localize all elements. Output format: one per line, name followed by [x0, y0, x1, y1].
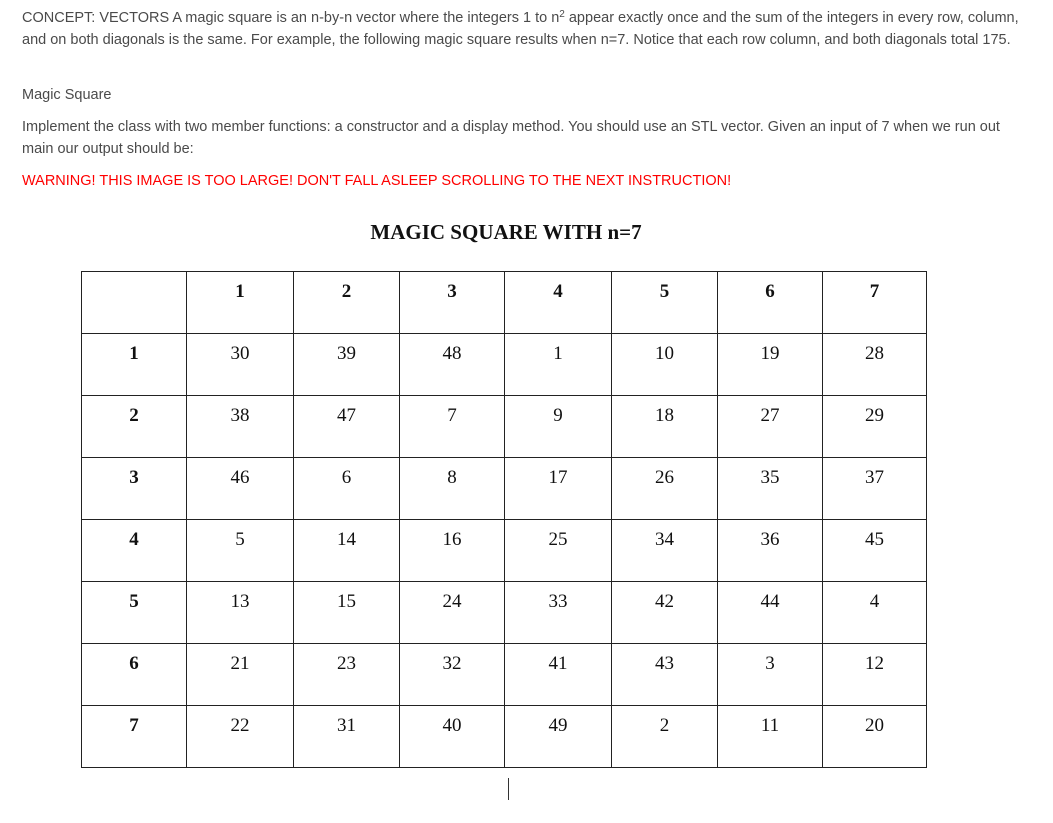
table-cell — [294, 706, 400, 768]
table-cell — [718, 706, 823, 768]
cell-value: 11 — [760, 715, 780, 736]
cell-value: 40 — [442, 715, 462, 736]
row-header-2 — [82, 396, 187, 458]
table-cell — [400, 396, 505, 458]
cell-value: 34 — [655, 529, 674, 550]
cell-value: 9 — [553, 405, 563, 426]
column-header-4 — [505, 272, 612, 334]
cell-value: 41 — [548, 653, 568, 674]
cell-value: 13 — [230, 591, 250, 612]
table-row — [82, 458, 927, 520]
cell-value: 39 — [337, 343, 356, 364]
cell-value: 16 — [442, 529, 462, 550]
cell-value: 6 — [341, 467, 352, 488]
table-cell — [612, 706, 718, 768]
row-header-4 — [82, 520, 187, 582]
table-cell — [612, 396, 718, 458]
row-header-7 — [82, 706, 187, 768]
table-row — [82, 706, 927, 768]
column-header-7 — [823, 272, 927, 334]
cell-value: 22 — [230, 715, 250, 736]
row-header-1 — [82, 334, 187, 396]
column-header-2 — [294, 272, 400, 334]
cell-value: 49 — [548, 715, 568, 736]
column-header-label: 6 — [765, 281, 775, 302]
table-cell — [823, 706, 927, 768]
cell-value: 14 — [337, 529, 356, 550]
column-header-6 — [718, 272, 823, 334]
table-cell — [718, 644, 823, 706]
cell-value: 30 — [230, 343, 250, 364]
table-cell — [400, 582, 505, 644]
column-header-label: 3 — [447, 281, 457, 302]
cell-value: 12 — [865, 653, 884, 674]
table-cell — [718, 458, 823, 520]
table-cell — [187, 458, 294, 520]
cell-value: 8 — [447, 467, 457, 488]
cell-value: 33 — [548, 591, 568, 612]
table-cell — [294, 334, 400, 396]
cell-value: 17 — [548, 467, 568, 488]
cell-value: 32 — [442, 653, 462, 674]
column-header-label: 1 — [235, 281, 245, 302]
column-header-label: 7 — [869, 281, 880, 302]
table-cell — [187, 582, 294, 644]
text-cursor — [508, 778, 509, 800]
cell-value: 18 — [655, 405, 674, 426]
column-header-label: 5 — [659, 281, 670, 302]
cell-value: 48 — [442, 343, 462, 364]
table-cell — [612, 582, 718, 644]
column-header-5 — [612, 272, 718, 334]
table-cell — [718, 582, 823, 644]
cell-value: 43 — [655, 653, 674, 674]
table-cell — [187, 520, 294, 582]
cell-value: 21 — [230, 653, 250, 674]
cell-value: 47 — [337, 405, 356, 426]
table-cell — [823, 644, 927, 706]
table-cell — [612, 644, 718, 706]
cell-value: 36 — [760, 529, 780, 550]
table-cell — [505, 644, 612, 706]
cell-value: 31 — [337, 715, 356, 736]
cell-value: 19 — [760, 343, 780, 364]
cell-value: 7 — [447, 405, 457, 426]
table-cell — [294, 520, 400, 582]
cell-value: 4 — [869, 591, 880, 612]
cell-value: 2 — [659, 715, 670, 736]
column-header-3 — [400, 272, 505, 334]
table-cell — [400, 520, 505, 582]
cell-value: 26 — [655, 467, 674, 488]
cell-value: 29 — [865, 405, 884, 426]
concept-paragraph — [22, 7, 1032, 51]
table-cell — [823, 520, 927, 582]
table-cell — [187, 334, 294, 396]
table-cell — [718, 334, 823, 396]
table-cell — [505, 582, 612, 644]
table-cell — [505, 706, 612, 768]
table-cell — [823, 396, 927, 458]
cell-value: 38 — [230, 405, 250, 426]
table-cell — [505, 458, 612, 520]
cell-value: 20 — [865, 715, 884, 736]
row-header-5 — [82, 582, 187, 644]
table-row — [82, 396, 927, 458]
table-cell — [400, 334, 505, 396]
row-header-label: 6 — [129, 653, 139, 674]
column-header-1 — [187, 272, 294, 334]
row-header-3 — [82, 458, 187, 520]
table-row — [82, 582, 927, 644]
table-cell — [294, 458, 400, 520]
table-row — [82, 334, 927, 396]
row-header-label: 2 — [129, 405, 139, 426]
table-cell — [718, 396, 823, 458]
concept-text-end: appear exactly once and the sum of the integers in every row, column, and on both diagonals is the same. For example, the following magic square results when n=7. Notice that each row column, and both diagonals total 175. — [22, 10, 1019, 48]
table-cell — [612, 458, 718, 520]
cell-value: 23 — [337, 653, 356, 674]
table-cell — [187, 644, 294, 706]
cell-value: 10 — [655, 343, 674, 364]
table-cell — [400, 706, 505, 768]
column-header-label: 4 — [553, 281, 563, 302]
table-cell — [612, 520, 718, 582]
table-row — [82, 644, 927, 706]
table-cell — [823, 334, 927, 396]
cell-value: 25 — [548, 529, 568, 550]
row-header-label: 4 — [129, 529, 139, 550]
cell-value: 3 — [765, 653, 775, 674]
corner-cell — [82, 272, 187, 334]
magic-square-table — [81, 271, 927, 768]
cell-value: 1 — [553, 343, 563, 364]
cell-value: 27 — [760, 405, 780, 426]
table-cell — [294, 644, 400, 706]
header-row — [82, 272, 927, 334]
table-cell — [400, 644, 505, 706]
table-cell — [823, 458, 927, 520]
cell-value: 44 — [760, 591, 780, 612]
table-cell — [823, 582, 927, 644]
table-cell — [400, 458, 505, 520]
cell-value: 45 — [865, 529, 884, 550]
cell-value: 15 — [337, 591, 356, 612]
row-header-label: 7 — [129, 715, 139, 736]
magic-square-title: MAGIC SQUARE WITH n=7 — [370, 220, 642, 244]
cell-value: 5 — [235, 529, 245, 550]
table-cell — [294, 582, 400, 644]
table-cell — [612, 334, 718, 396]
table-cell — [187, 396, 294, 458]
cell-value: 35 — [760, 467, 780, 488]
row-header-label: 3 — [129, 467, 139, 488]
cell-value: 37 — [865, 467, 884, 488]
row-header-label: 1 — [129, 343, 139, 364]
table-cell — [718, 520, 823, 582]
row-header-label: 5 — [129, 591, 139, 612]
table-cell — [294, 396, 400, 458]
row-header-6 — [82, 644, 187, 706]
table-cell — [505, 334, 612, 396]
cell-value: 24 — [442, 591, 462, 612]
table-cell — [505, 396, 612, 458]
instructions-paragraph: Implement the class with two member functions: a constructor and a display method. You should use an STL vector. Given an input of 7 when we run out main our output should be: — [22, 119, 1000, 157]
superscript-two: 2 — [559, 9, 565, 20]
cell-value: 28 — [865, 343, 884, 364]
table-cell — [187, 706, 294, 768]
cell-value: 46 — [230, 467, 250, 488]
concept-text-start: CONCEPT: VECTORS A magic square is an n-by-n vector where the integers 1 to n — [22, 10, 560, 26]
warning-text: WARNING! THIS IMAGE IS TOO LARGE! DON'T FALL ASLEEP SCROLLING TO THE NEXT INSTRUCTION! — [22, 173, 732, 189]
table-cell — [505, 520, 612, 582]
subtitle: Magic Square — [22, 87, 112, 103]
cell-value: 42 — [655, 591, 674, 612]
column-header-label: 2 — [341, 281, 352, 302]
table-row — [82, 520, 927, 582]
